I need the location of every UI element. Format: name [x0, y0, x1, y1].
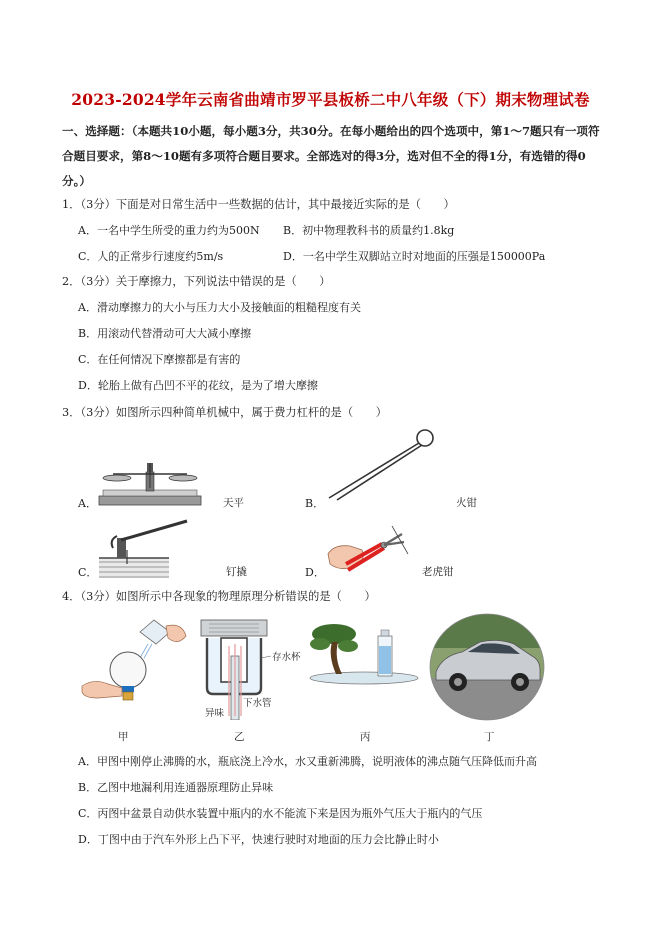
q1-option-a[interactable]: A．一名中学生所受的重力约为500N: [78, 224, 260, 237]
q3-caption-c: 钉撬: [226, 566, 247, 578]
label-pipe: 下水管: [243, 698, 272, 709]
q3-option-d[interactable]: D．: [305, 566, 325, 579]
exam-title: 2023-2024学年云南省曲靖市罗平县板桥二中八年级（下）期末物理试卷: [71, 90, 590, 109]
pliers-image: [322, 520, 412, 578]
q2-option-c[interactable]: C．在任何情况下摩擦都是有害的: [78, 353, 241, 366]
question-1-stem: 1．（3分）下面是对日常生活中一些数据的估计，其中最接近实际的是（ ）: [62, 198, 455, 211]
q3-caption-d: 老虎钳: [422, 566, 454, 578]
q2-option-b[interactable]: B．用滚动代替滑动可大大减小摩擦: [78, 327, 252, 340]
figure-label-ding: 丁: [484, 731, 495, 743]
q3-option-a[interactable]: A．: [78, 497, 97, 510]
figure-label-jia: 甲: [118, 731, 129, 743]
q1-option-c[interactable]: C．人的正常步行速度约5m/s: [78, 250, 224, 263]
q1-option-d[interactable]: D．一名中学生双脚站立时对地面的压强是150000Pa: [283, 250, 546, 263]
section-heading: 一、选择题：（本题共10小题，每小题3分，共30分。在每小题给出的四个选项中，第1～7题只有一项符合题目要求，第8～10题有多项符合题目要求。全部选对的得3分，选对但不全的得1分，有选错的得0分。）: [62, 124, 600, 188]
q3-caption-b: 火钳: [456, 497, 477, 509]
flask-boiling-figure: [78, 612, 190, 712]
q2-option-a[interactable]: A．滑动摩擦力的大小与压力大小及接触面的粗糙程度有关: [78, 301, 361, 314]
q3-caption-a: 天平: [223, 497, 244, 509]
question-4-stem: 4．（3分）如图所示中各现象的物理原理分析错误的是（ ）: [62, 590, 376, 603]
q3-option-b[interactable]: B．: [305, 497, 325, 510]
floor-drain-figure: [195, 616, 313, 720]
q4-option-d[interactable]: D．丁图中由于汽车外形上凸下平，快速行驶时对地面的压力会比静止时小: [78, 833, 439, 846]
figure-label-yi: 乙: [234, 731, 245, 743]
q3-option-c[interactable]: C．: [78, 566, 98, 579]
q4-option-a[interactable]: A．甲图中刚停止沸腾的水，瓶底浇上冷水，水又重新沸腾，说明液体的沸点随气压降低而升高: [78, 755, 537, 768]
nail-puller-image: [97, 518, 192, 580]
q4-option-b[interactable]: B．乙图中地漏利用连通器原理防止异味: [78, 781, 274, 794]
fire-tongs-image: [325, 428, 445, 503]
car-photo-figure: [428, 612, 546, 722]
balance-scale-image: [95, 460, 205, 510]
figure-label-bing: 丙: [360, 731, 371, 743]
q1-option-b[interactable]: B．初中物理教科书的质量约1.8kg: [283, 224, 455, 237]
label-smell: 异味: [205, 708, 225, 719]
question-2-stem: 2．（3分）关于摩擦力，下列说法中错误的是（ ）: [62, 275, 331, 288]
question-3-stem: 3．（3分）如图所示四种简单机械中，属于费力杠杆的是（ ）: [62, 406, 388, 419]
label-cup: 存水杯: [272, 652, 301, 663]
q4-option-c[interactable]: C．丙图中盆景自动供水装置中瓶内的水不能流下来是因为瓶外气压大于瓶内的气压: [78, 807, 483, 820]
q2-option-d[interactable]: D．轮胎上做有凸凹不平的花纹，是为了增大摩擦: [78, 379, 318, 392]
bonsai-water-figure: [304, 622, 422, 688]
